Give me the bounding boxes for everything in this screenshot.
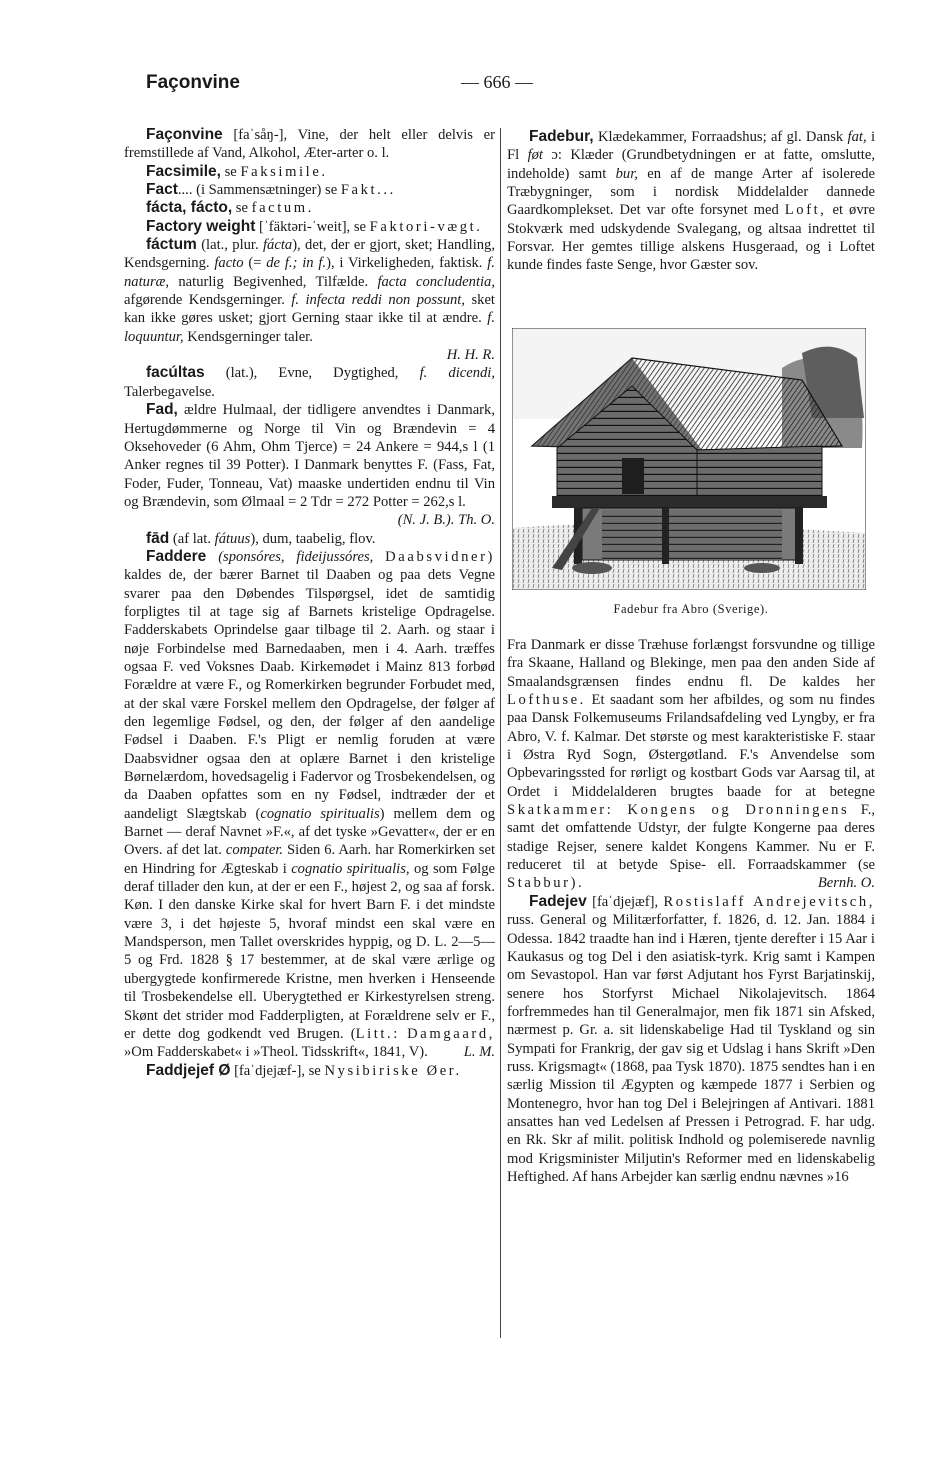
- entry-fadebur-continued: [507, 636, 875, 893]
- cross-reference: Loft,: [784, 202, 827, 219]
- entry-text: (af lat.: [172, 530, 211, 547]
- entry-text: (=: [248, 255, 262, 272]
- literature-author: Damgaard,: [407, 1025, 495, 1042]
- entry-text: ɔ: Klæder (Grundbetydningen er at fatte, omslutte, indeholde) samt: [507, 147, 875, 182]
- entry-facultas: [124, 364, 495, 401]
- entry-fact: [124, 181, 495, 199]
- entry-text: kaldes de, der bærer Barnet til Daaben og paa dets Vegne svarer paa den Døbendes Tilspørgsel, idet de samtidig forpligtes til at tage sig af Barnets kristelige Opdragelse. Fadderskabets Oprindelse gaar tilbage til 2. Aarh. og staar i nøje Forbindelse med Barnedaaben, men i 4. Aarh. træffes ogsaa F. ved Voksnes Daab. Kirkemødet i Mainz 813 forbød Forældre at være F., og Romerkirken begrunder Forbudet med, at der skal være Forskel mellem den Opdragelse, der følger af den legemlige Fødsel, og den, der følger af den aandelige Fødsel i Daaben. F.'s Pligt er nemlig foruden at være Daabsvidner ogsaa den at oplære Barnet i den kristelige Børnelærdom, hovedsagelig i Fadervor og Trosbekendelsen, og da Daaben opfattes som en ny Fødsel, indtræder der et aandeligt Slægtskab (: [124, 567, 495, 822]
- entry-faconvine: [124, 126, 495, 163]
- entry-text: i Fl: [507, 129, 875, 164]
- entry-text: »Om Fadderskabet« i »Theol. Tidsskrift«, 1841, V).: [124, 1044, 428, 1061]
- latin-term: f. loquuntur,: [124, 310, 495, 345]
- figure-caption: Fadebur fra Abro (Sverige).: [613, 602, 769, 616]
- entry-fadebur: [507, 128, 875, 275]
- entry-text: Talerbegavelse.: [124, 383, 215, 400]
- etymon: bur,: [615, 165, 638, 182]
- cross-reference: Faktori-vægt.: [369, 218, 483, 235]
- latin-term: f. infecta reddi non possunt,: [291, 292, 465, 309]
- entry-faddere: [124, 548, 495, 1062]
- entry-text: .... (i Sammensætninger) se: [177, 182, 338, 199]
- entry-text: ), det, der er gjort, sket; Handling, Kendsgerning.: [124, 237, 495, 272]
- literature-label: Litt.:: [355, 1025, 400, 1042]
- entry-text: [faˈsåŋ-], Vine, der helt eller delvis er fremstillede af Vand, Alkohol, Æter-arter o. l.: [124, 127, 495, 162]
- column-divider: [500, 128, 501, 1338]
- headword: Fad,: [146, 401, 178, 419]
- latin-term: f. dicendi,: [419, 365, 495, 382]
- entry-facsimile: [124, 163, 495, 181]
- entry-faddjejef: [124, 1062, 495, 1080]
- storehouse-engraving: [512, 328, 866, 590]
- entry-text: sket kan ikke gøres usket; gjort Gerning staar ikke til at ændre.: [124, 292, 495, 327]
- headword: fād: [146, 529, 170, 547]
- headword: facúltas: [146, 364, 205, 382]
- cross-reference: factum.: [251, 200, 314, 217]
- headword: Façonvine: [146, 126, 223, 143]
- entry-text: [faˈdjejæf-], se: [234, 1062, 321, 1079]
- right-column-top: [507, 128, 875, 275]
- entry-text: ), i Virkeligheden, faktisk.: [326, 255, 483, 272]
- latin-term: facto: [214, 255, 244, 272]
- entry-text: ældre Hulmaal, der tidligere anvendtes i Danmark, Hertugdømmerne og Norge til Vin og Brændevin = 4 Oksehoveder (6 Ahm, Ohm Tjerce) = 24 Ankere = 944,s l (1 Anker regnes til 39 Potter). I Danmark benyttes F. (Fass, Fat, Foder, Fuder, Tonneau, Vat) maaske undertiden endnu til Vin og Brændevin, som Ølmaal = 2 Tdr = 272 Potter = 262,s l.: [124, 402, 495, 510]
- page-header: [146, 72, 796, 102]
- entry-text: naturlig Begivenhed, Tilfælde.: [178, 273, 369, 290]
- entry-text: se: [224, 163, 237, 180]
- entry-text: afgørende Kendsgerninger.: [124, 292, 285, 309]
- latin-term: de f.; in f.: [266, 255, 327, 272]
- cross-reference: Stabbur).: [507, 875, 585, 892]
- latin-term: cognatio spiritualis,: [291, 860, 410, 877]
- entry-text: [faˈdjejæf],: [592, 893, 659, 910]
- person-name: Rostislaff Andrejevitsch,: [663, 893, 875, 910]
- latin-term: cognatio spiritualis: [260, 805, 380, 822]
- etymon: føt: [527, 147, 543, 164]
- author-signature: (N. J. B.). Th. O.: [397, 512, 495, 529]
- headword: fáctum: [146, 236, 197, 254]
- entry-text: se: [235, 200, 248, 217]
- entry-text: (lat., plur.: [201, 237, 259, 254]
- headword: Fadebur,: [529, 128, 594, 145]
- entry-text: russ. General og Militærforfatter, f. 1826, d. 12. Jan. 1884 i Odessa. 1842 traadte han ind i Hæren, tjente derefter i 15 Aar i Kaukasus og tog Del i den asiatisk-tyrk. Krig samt i Kampen om Sevastopol. Han var først Adjutant hos Fyrst Barjatinskij, senere hos Storfyrst Michael Nikolajevitsch. 1864 forfremmedes han til Generalmajor, men fik 1871 sin Afsked, nærmest p. Gr. a. sit lidenskabelige Had til Tyskland og sin Sympati for Frankrig, der gav sig et Udslag i hans Skrift »Den russ. Krigsmagt« (1868, paa Tysk 1870). 1875 sendtes han i en særlig Mission til Ægypten og kæmpede 1877 i Serbien og Montenegro, hvor han tog Del i Belejringen af Antivari. 1881 ansattes han ved Ledelsen af Pressen i Petrograd. F. har udg. en Rk. Skr af milit. politisk Indhold og polemiserede navnlig mod Krigsminister Miljutin's Reformer med en lidenskabelig Heftighed. Af hans Arbejder kan særlig endnu nævnes »16: [507, 912, 875, 1185]
- cross-reference: Skatkammer: Kongens og Dronningens: [507, 802, 850, 819]
- entry-text: Kendsgerninger taler.: [187, 328, 313, 345]
- etymon: fat,: [847, 129, 867, 145]
- entry-text: [ˈfäktəri-ˈweit], se: [259, 218, 367, 235]
- latin-term: f. naturæ,: [124, 255, 495, 290]
- headword: Faddere: [146, 547, 207, 565]
- cross-reference: Lofthuse.: [507, 692, 586, 709]
- latin-term: fácta: [263, 237, 293, 254]
- headword: Fadejev: [529, 892, 587, 910]
- latin-term: (sponsóres, fideijussóres,: [218, 548, 374, 565]
- page-number: — 666 —: [461, 72, 533, 92]
- author-signature: H. H. R.: [446, 347, 495, 364]
- entry-text: ) mellem dem og Barnet — deraf Navnet »F.«, af det tyske »Gevatter«, der er en Overs. af det lat.: [124, 805, 495, 859]
- entry-factory-weight: [124, 218, 495, 236]
- latin-term: compater.: [225, 842, 284, 859]
- entry-fad-adjective: [124, 530, 495, 548]
- entry-factum: [124, 236, 495, 364]
- entry-text: et øvre Stokværk med udskydende Svalegang, og altsaa indrettet til Forsvar. Her gemtes tillige alskens Husgeraad, og i Loftet kunde findes faste Senge, hvor Gæster sov.: [507, 202, 875, 274]
- headword: Facsimile,: [146, 162, 221, 180]
- author-signature: Bernh. O.: [817, 875, 875, 892]
- entry-text: (lat.), Evne, Dygtighed,: [225, 365, 399, 382]
- entry-facta: [124, 199, 495, 217]
- headword: Factory weight: [146, 217, 256, 235]
- fadebur-illustration: [512, 328, 866, 590]
- running-head: Façonvine: [146, 72, 240, 93]
- cross-reference: Daabsvidner): [385, 548, 495, 565]
- left-column: [124, 126, 495, 1080]
- entry-text: Siden 6. Aarh. har Romerkirken set en Hindring for Ægteskab i: [124, 842, 496, 877]
- entry-fad-measure: [124, 401, 495, 529]
- cross-reference: Fakt...: [340, 182, 396, 199]
- cross-reference: Faksimile.: [240, 163, 328, 180]
- headword: fácta, fácto,: [146, 199, 233, 217]
- entry-fadejev: [507, 893, 875, 1187]
- entry-text: en af de mange Arter af isolerede Træbygninger, som i nordisk Middelalder dannede Gaardkomplekset. Det var ofte forsynet med: [507, 165, 875, 219]
- latin-term: facta concludentia,: [377, 273, 495, 290]
- latin-term: fátuus: [214, 530, 251, 547]
- entry-text: Et saadant som her afbildes, og som nu findes paa Dansk Folkemuseums Frilandsafdeling ved Lyngby, er fra Abro, V. f. Kalmar. Det største og mest karakteristiske F. staar i Østra Ryd Sogn, Østergøtland. F.'s Anvendelse som Opbevaringssted for rørligt og kostbart Gods var Aarsag til, at Ordet i Middelalderen brugtes baade for at betegne: [507, 692, 875, 800]
- entry-text: Fra Danmark er disse Træhuse forlængst forsvundne og tillige fra Skaane, Halland og Blekinge, men paa den anden Side af Smaalandsgrænsen findes endnu fl. De kaldes her: [507, 637, 875, 690]
- headword: Fact: [146, 181, 178, 199]
- author-signature: L. M.: [463, 1044, 495, 1061]
- entry-text: F., samt det omfattende Udstyr, der fulgte Kongerne paa deres stadige Rejser, senere kaldet Kongens Kammer. Nu er F. reduceret til at betyde Spise- ell. Forraadskammer (se: [507, 802, 875, 874]
- right-column-bottom: [507, 636, 875, 1186]
- entry-text: og som Følge deraf tillader den kun, at der er een F., højest 2, og saa af forsk. Køn. I den danske Kirke skal for hvert Barn F. i det mindste være 3, i det højeste 5, hvoraf mindst een skal være en Mandsperson, men Tallet overskrides hyppig, og D. L. 2—5—5 og Frd. 1828 § 17 bestemmer, at de skal være ærlige og ubergygtede konfirmerede Kristne, men hverken i Henseende til Trosbekendelse ell. Uberygtethed er Kirkestyrelsen streng. Skønt det strider mod Fadderpligten, at Forældrene selv er F., er dette dog godkendt ved Brugen. (: [124, 860, 495, 1042]
- entry-text: ), dum, taabelig, flov.: [250, 530, 376, 547]
- headword: Faddjejef Ø: [146, 1061, 231, 1079]
- entry-text: Klædekammer, Forraadshus; af gl. Dansk: [597, 129, 844, 145]
- cross-reference: Nysibiriske Øer.: [324, 1062, 462, 1079]
